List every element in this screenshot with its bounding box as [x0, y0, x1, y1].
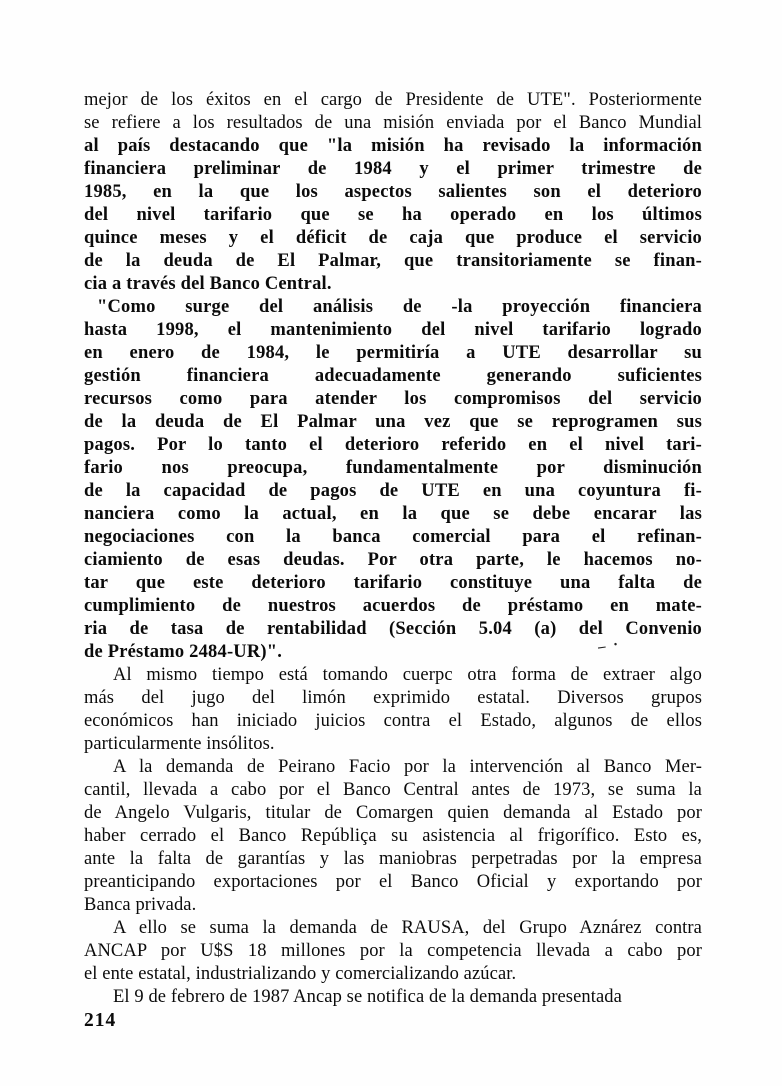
text-line: quince meses y el déficit de caja que produce el servicio [84, 228, 702, 248]
text-line: negociaciones con la banca comercial para el refinan- [84, 527, 702, 547]
text-line: cumplimiento de nuestros acuerdos de préstamo en mate- [84, 596, 702, 616]
paragraph-demanda-peirano [84, 756, 702, 917]
text-line: económicos han iniciado juicios contra el Estado, algunos de ellos [84, 711, 702, 731]
text-line: pagos. Por lo tanto el deterioro referido en el nivel tari- [84, 435, 702, 455]
text-line: al país destacando que "la misión ha revisado la información [84, 136, 702, 156]
text-line: gestión financiera adecuadamente generando suficientes [84, 366, 702, 386]
text-line: particularmente insólitos. [84, 734, 275, 754]
paragraph-presidente-ute [84, 89, 702, 296]
paragraph-como-surge-quote [84, 296, 702, 664]
paragraph-demanda-rausa [84, 917, 702, 986]
text-line: en enero de 1984, le permitiría a UTE desarrollar su [84, 343, 702, 363]
text-line: financiera preliminar de 1984 y el primer trimestre de [84, 159, 702, 179]
text-line: preanticipando exportaciones por el Banco Oficial y exportando por [84, 872, 702, 892]
text-line: ante la falta de garantías y las maniobras perpetradas por la empresa [84, 849, 702, 869]
text-line: nanciera como la actual, en la que se debe encarar las [84, 504, 702, 524]
text-line: hasta 1998, el mantenimiento del nivel tarifario logrado [84, 320, 702, 340]
text-line: ciamiento de esas deudas. Por otra parte, le hacemos no- [84, 550, 702, 570]
text-line: del nivel tarifario que se ha operado en los últimos [84, 205, 702, 225]
text-line: más del jugo del limón exprimido estatal. Diversos grupos [84, 688, 702, 708]
text-line: "Como surge del análisis de -la proyección financiera [97, 297, 702, 317]
text-line: haber cerrado el Banco Repúbliça su asistencia al frigorífico. Esto es, [84, 826, 702, 846]
text-line: fario nos preocupa, fundamentalmente por disminución [84, 458, 702, 478]
text-line: ria de tasa de rentabilidad (Sección 5.04 (a) del Convenio [84, 619, 702, 639]
text-line: Banca privada. [84, 895, 197, 915]
text-line: de la deuda de El Palmar, que transitoriamente se finan- [84, 251, 702, 271]
paragraph-notificacion-ancap [84, 986, 702, 1009]
text-line: de la deuda de El Palmar una vez que se reprogramen sus [84, 412, 702, 432]
text-line: ANCAP por U$S 18 millones por la competencia llevada a cabo por [84, 941, 702, 961]
text-line: de Angelo Vulgaris, titular de Comargen quien demanda al Estado por [84, 803, 702, 823]
text-line: A ello se suma la demanda de RAUSA, del Grupo Aznárez contra [113, 918, 702, 938]
text-line: 1985, en la que los aspectos salientes son el deterioro [84, 182, 702, 202]
text-line: se refiere a los resultados de una misión enviada por el Banco Mundial [84, 113, 702, 133]
text-line: cia a través del Banco Central. [84, 274, 332, 294]
text-line: de la capacidad de pagos de UTE en una coyuntura fi- [84, 481, 702, 501]
text-line: recursos como para atender los compromisos del servicio [84, 389, 702, 409]
text-line: tar que este deterioro tarifario constituye una falta de [84, 573, 702, 593]
text-line: A la demanda de Peirano Facio por la intervención al Banco Mer- [113, 757, 702, 777]
page-text [84, 89, 702, 1009]
text-line: de Préstamo 2484-UR)". [84, 642, 283, 662]
text-line: El 9 de febrero de 1987 Ancap se notifica de la demanda presentada [113, 987, 622, 1007]
page-number: 214 [84, 1010, 117, 1031]
text-line: el ente estatal, industrializando y comercializando azúcar. [84, 964, 517, 984]
text-line: mejor de los éxitos en el cargo de Presidente de UTE". Posteriormente [84, 90, 702, 110]
text-line: Al mismo tiempo está tomando cuerpc otra forma de extraer algo [113, 665, 702, 685]
paragraph-al-mismo-tiempo [84, 664, 702, 756]
scan-artifact-mark: ‒ · [596, 636, 622, 656]
text-line: cantil, llevada a cabo por el Banco Central antes de 1973, se suma la [84, 780, 702, 800]
